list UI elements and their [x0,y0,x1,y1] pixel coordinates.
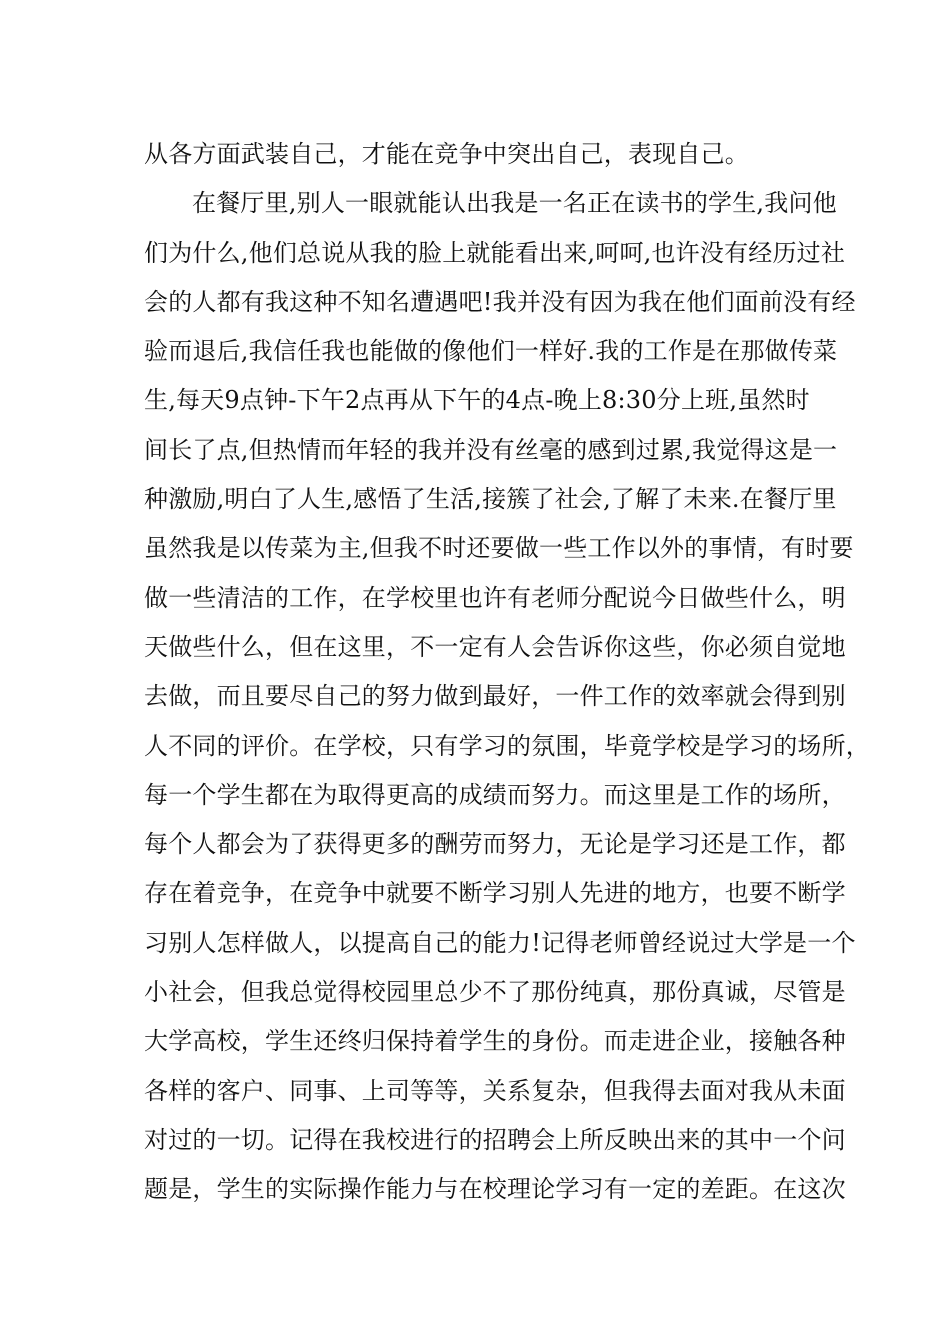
text-line: 大学高校，学生还终归保持着学生的身份。而走进企业，接触各种 [144,1027,846,1056]
text-line: 题是，学生的实际操作能力与在校理论学习有一定的差距。在这次 [144,1175,846,1204]
text-line: 会的人都有我这种不知名遭遇吧!我并没有因为我在他们面前没有经 [144,287,856,316]
text-line: 习别人怎样做人，以提高自己的能力!记得老师曾经说过大学是一个 [144,928,856,957]
text-line: 验而退后,我信任我也能做的像他们一样好.我的工作是在那做传菜 [144,337,838,366]
text-line: 从各方面武装自己，才能在竞争中突出自己，表现自己。 [144,140,749,168]
text-line: 们为什么,他们总说从我的脸上就能看出来,呵呵,也许没有经历过社 [144,238,846,267]
body-text [144,130,870,1215]
text-line: 生,每天9点钟-下午2点再从下午的4点-晚上8:30分上班,虽然时 [144,386,810,415]
text-line: 种激励,明白了人生,感悟了生活,接簇了社会,了解了未来.在餐厅里 [144,485,837,514]
text-line: 做一些清洁的工作，在学校里也许有老师分配说今日做些什么，明 [144,583,846,612]
text-line: 各样的客户、同事、上司等等，关系复杂，但我得去面对我从未面 [144,1076,846,1105]
text-line: 小社会，但我总觉得校园里总少不了那份纯真，那份真诚，尽管是 [144,978,846,1007]
text-line: 每一个学生都在为取得更高的成绩而努力。而这里是工作的场所， [144,780,846,809]
text-line: 存在着竞争，在竞争中就要不断学习别人先进的地方，也要不断学 [144,879,846,908]
text-line: 人不同的评价。在学校，只有学习的氛围，毕竟学校是学习的场所， [144,731,870,760]
text-line: 虽然我是以传菜为主,但我不时还要做一些工作以外的事情，有时要 [144,534,854,563]
text-line: 每个人都会为了获得更多的酬劳而努力，无论是学习还是工作，都 [144,830,846,859]
paragraph-first-line: 在餐厅里,别人一眼就能认出我是一名正在读书的学生,我问他 [192,189,837,218]
text-line: 对过的一切。记得在我校进行的招聘会上所反映出来的其中一个问 [144,1125,846,1154]
text-line: 间长了点,但热情而年轻的我并没有丝毫的感到过累,我觉得这是一 [144,435,838,464]
text-line: 去做，而且要尽自己的努力做到最好，一件工作的效率就会得到别 [144,682,846,711]
text-line: 天做些什么，但在这里，不一定有人会告诉你这些，你必须自觉地 [144,632,846,661]
